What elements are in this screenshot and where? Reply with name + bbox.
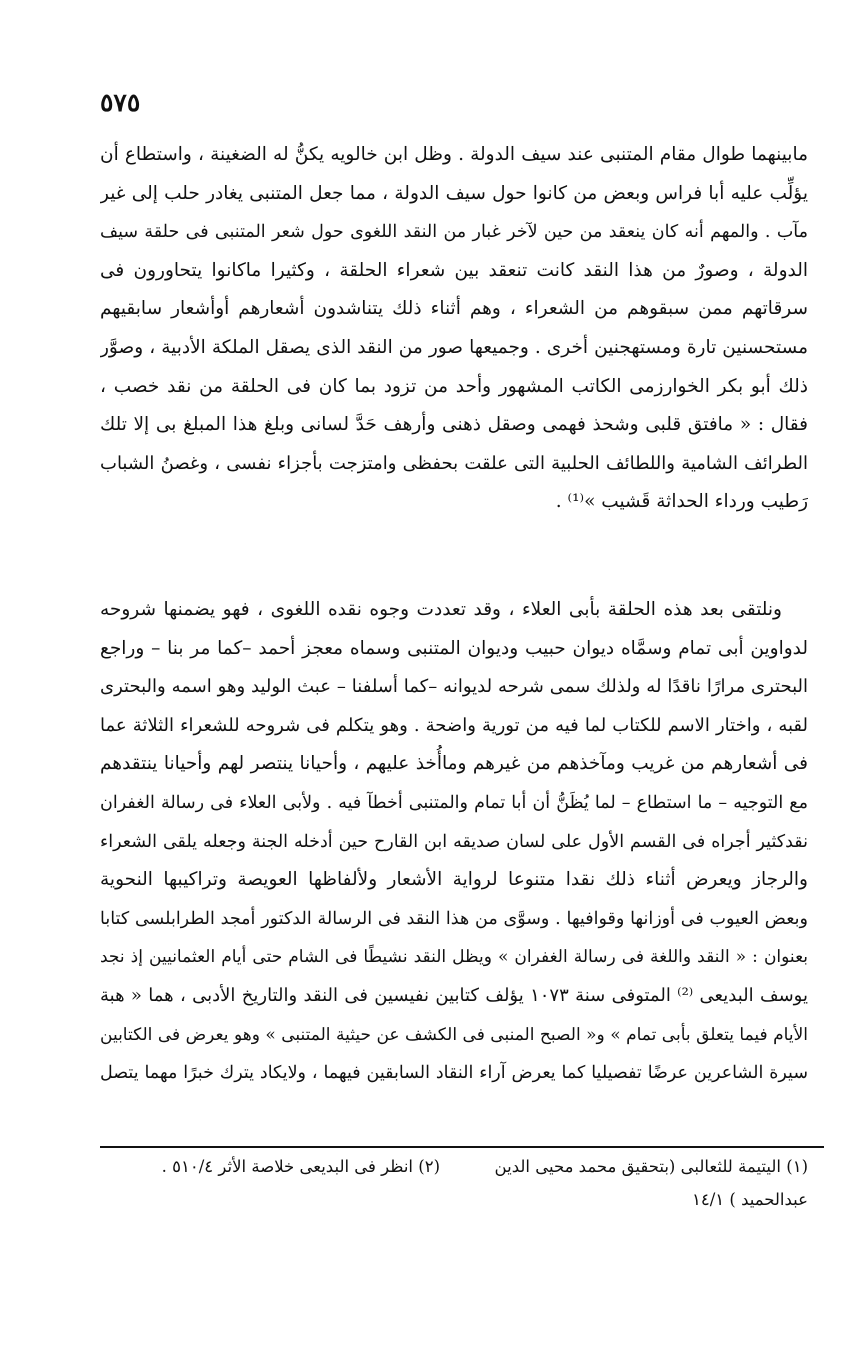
text-line: فى أشعارهم من غريب ومآخذهم من غيرهم وماأُخذ عليهم ، وأحيانا ينتصر لهم وأحيانا ينتقدهم bbox=[100, 753, 808, 775]
footnote-2: (٢) انظر فى البديعى خلاصة الأثر ٥١٠/٤ . bbox=[161, 1157, 440, 1176]
text-line: مآب . والمهم أنه كان ينعقد من حين لآخر غبار من النقد اللغوى حول شعر المتنبى فى حلقة سيف bbox=[100, 222, 808, 243]
footnote-1: (١) اليتيمة للثعالبى (بتحقيق محمد محيى الدين bbox=[494, 1157, 808, 1176]
text-line: مع التوجيه – ما استطاع – لما يُظَنُّ أن أبا تمام والمتنبى أخطآ فيه . ولأبى العلاء فى رسالة الغفران bbox=[100, 792, 808, 813]
text-line: يوسف البديعى ⁽²⁾ المتوفى سنة ١٠٧٣ يؤلف كتابين نفيسين فى النقد والتاريخ الأدبى ، هما « هبة bbox=[100, 984, 808, 1006]
text-line: وبعض العيوب فى أوزانها وقوافيها . وسوَّى من هذا النقد فى الرسالة الدكتور أمجد الطرابلسى كتابا bbox=[100, 908, 808, 929]
footnote-1-continued: عبدالحميد ) ١٤/١ bbox=[691, 1190, 808, 1209]
text-line: ونلتقى بعد هذه الحلقة بأبى العلاء ، وقد تعددت وجوه نقده اللغوى ، فهو يضمنها شروحه bbox=[100, 599, 782, 620]
text-line: سيرة الشاعرين عرضًا تفصيليا كما يعرض آراء النقاد السابقين فيهما ، ولايكاد يترك خبرًا مهما يتصل bbox=[100, 1063, 808, 1084]
text-line: رَطيب ورداء الحداثة قَشيب »⁽¹⁾ . bbox=[555, 491, 808, 513]
paragraph-1 bbox=[100, 136, 808, 522]
text-line: لقبه ، واختار الاسم للكتاب لما فيه من تورية واضحة . وهو يتكلم فى شروحه للشعراء الثلاثة عما bbox=[100, 714, 808, 736]
text-line: الدولة ، وصورٌ من هذا النقد كانت تنعقد بين شعراء الحلقة ، وكثيرا ماكانوا يتحاورون فى bbox=[100, 259, 808, 281]
text-line: بعنوان : « النقد واللغة فى رسالة الغفران » ويظل النقد نشيطًا فى الشام حتى أيام العثمانيين إذ نجد bbox=[100, 947, 808, 968]
text-line: ذلك أبو بكر الخوارزمى الكاتب المشهور وأحد من تزود بما كان فى الحلقة من نقد خصب ، bbox=[100, 375, 808, 397]
text-line: مستحسنين تارة ومستهجنين أخرى . وجميعها صور من النقد الذى يصقل الملكة الأدبية ، وصوَّر bbox=[100, 336, 808, 358]
page-number: ٥٧٥ bbox=[100, 88, 141, 117]
text-line: سرقاتهم ممن سبقوهم من الشعراء ، وهم أثناء ذلك يتناشدون أشعارهم أوأشعار سابقيهم bbox=[100, 298, 808, 320]
text-line: الأيام فيما يتعلق بأبى تمام » و« الصبح المنبى فى الكشف عن حيثية المتنبى » وهو يعرض فى الكتابين bbox=[100, 1024, 808, 1045]
footnote-divider bbox=[100, 1146, 824, 1148]
text-line: والرجاز ويعرض أثناء ذلك نقدا متنوعا لرواية الأشعار ولألفاظها العويصة وتراكيبها النحوية bbox=[100, 869, 808, 891]
text-line: مابينهما طوال مقام المتنبى عند سيف الدولة . وظل ابن خالويه يكنُّ له الضغينة ، واستطاع أن bbox=[100, 144, 808, 165]
paragraph-2 bbox=[100, 591, 808, 1093]
text-line: يؤلِّب عليه أبا فراس وبعض من كانوا حول سيف الدولة ، مما جعل المتنبى يغادر حلب إلى غير bbox=[100, 182, 808, 204]
text-line: لدواوين أبى تمام وسمَّاه ديوان حبيب وديوان المتنبى وسماه معجز أحمد –كما مر بنا – وراجع bbox=[100, 637, 808, 659]
text-line: فقال : « مافتق قلبى وشحذ فهمى وصقل ذهنى وأرهف حَدَّ لسانى وبلغ هذا المبلغ بى إلا تلك bbox=[100, 414, 808, 436]
text-line: الطرائف الشامية واللطائف الحلبية التى علقت بحفظى وامتزجت بأجزاء نفسى ، وغصنُ الشباب bbox=[100, 452, 808, 474]
text-line: البحترى مرارًا ناقدًا له ولذلك سمى شرحه لديوانه –كما أسلفنا – عبث الوليد وهو اسمه والبحترى bbox=[100, 676, 808, 698]
text-line: نقدكثير أجراه فى القسم الأول على لسان صديقه ابن القارح حين أدخله الجنة وجعله يلقى الشعراء bbox=[100, 831, 808, 852]
